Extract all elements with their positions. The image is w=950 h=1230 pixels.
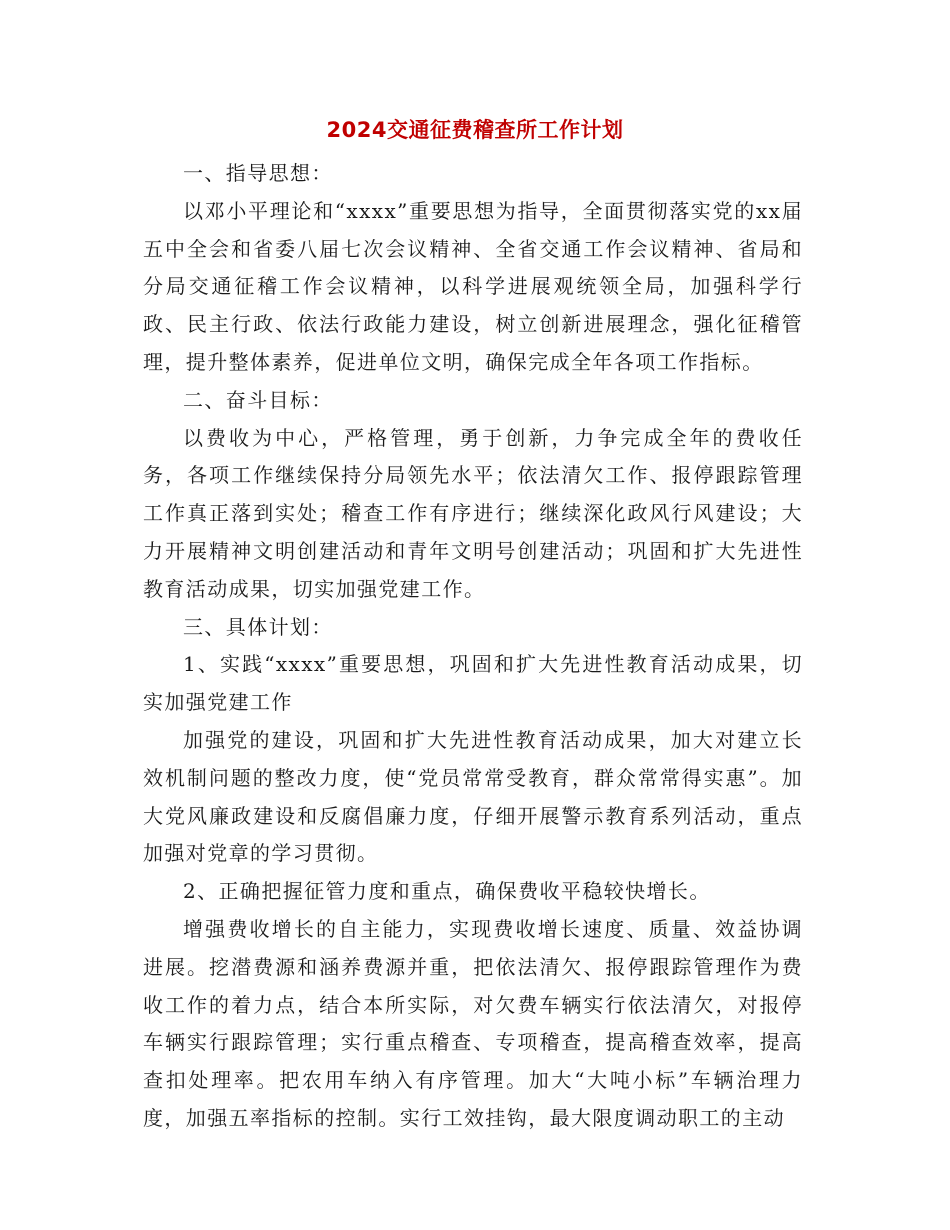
subheading-plan-2: 2、正确把握征管力度和重点，确保费收平稳较快增长。 (183, 879, 711, 904)
paragraph-goals: 以费收为中心，严格管理，勇于创新，力争完成全年的费收任务，各项工作继续保持分局领先水平；依法清欠工作、报停跟踪管理工作真正落到实处；稽查工作有序进行；继续深化政风行风建设；大力开展精神文明创建活动和青年文明号创建活动；巩固和扩大先进性教育活动成果，切实加强党建工作。 (143, 425, 803, 601)
paragraph-plan-1: 加强党的建设，巩固和扩大先进性教育活动成果，加大对建立长效机制问题的整改力度，使“党员常常受教育，群众常常得实惠”。加大党风廉政建设和反腐倡廉力度，仔细开展警示教育系列活动，重点加强对党章的学习贯彻。 (143, 727, 803, 866)
heading-guiding-ideology: 一、指导思想： (183, 161, 333, 185)
paragraph-guiding-ideology: 以邓小平理论和“xxxx”重要思想为指导，全面贯彻落实党的xx届五中全会和省委八届七次会议精神、全省交通工作会议精神、省局和分局交通征稽工作会议精神，以科学进展观统领全局，加强科学行政、民主行政、依法行政能力建设，树立创新进展理念，强化征稽管理，提升整体素养，促进单位文明，确保完成全年各项工作指标。 (143, 198, 803, 374)
document-title: 2024交通征费稽查所工作计划 (326, 118, 624, 142)
heading-goals: 二、奋斗目标： (183, 387, 333, 412)
paragraph-plan-2: 增强费收增长的自主能力，实现费收增长速度、质量、效益协调进展。挖潜费源和涵养费源并重，把依法清欠、报停跟踪管理作为费收工作的着力点，结合本所实际，对欠费车辆实行依法清欠，对报停车辆实行跟踪管理；实行重点稽查、专项稽查，提高稽查效率，提高查扣处理率。把农用车纳入有序管理。加大“大吨小标”车辆治理力度，加强五率指标的控制。实行工效挂钩，最大限度调动职工的主动 (143, 916, 803, 1130)
heading-specific-plan: 三、具体计划： (183, 614, 333, 639)
subheading-plan-1: 1、实践“xxxx”重要思想，巩固和扩大先进性教育活动成果，切实加强党建工作 (143, 652, 803, 715)
document-body (143, 155, 803, 1138)
